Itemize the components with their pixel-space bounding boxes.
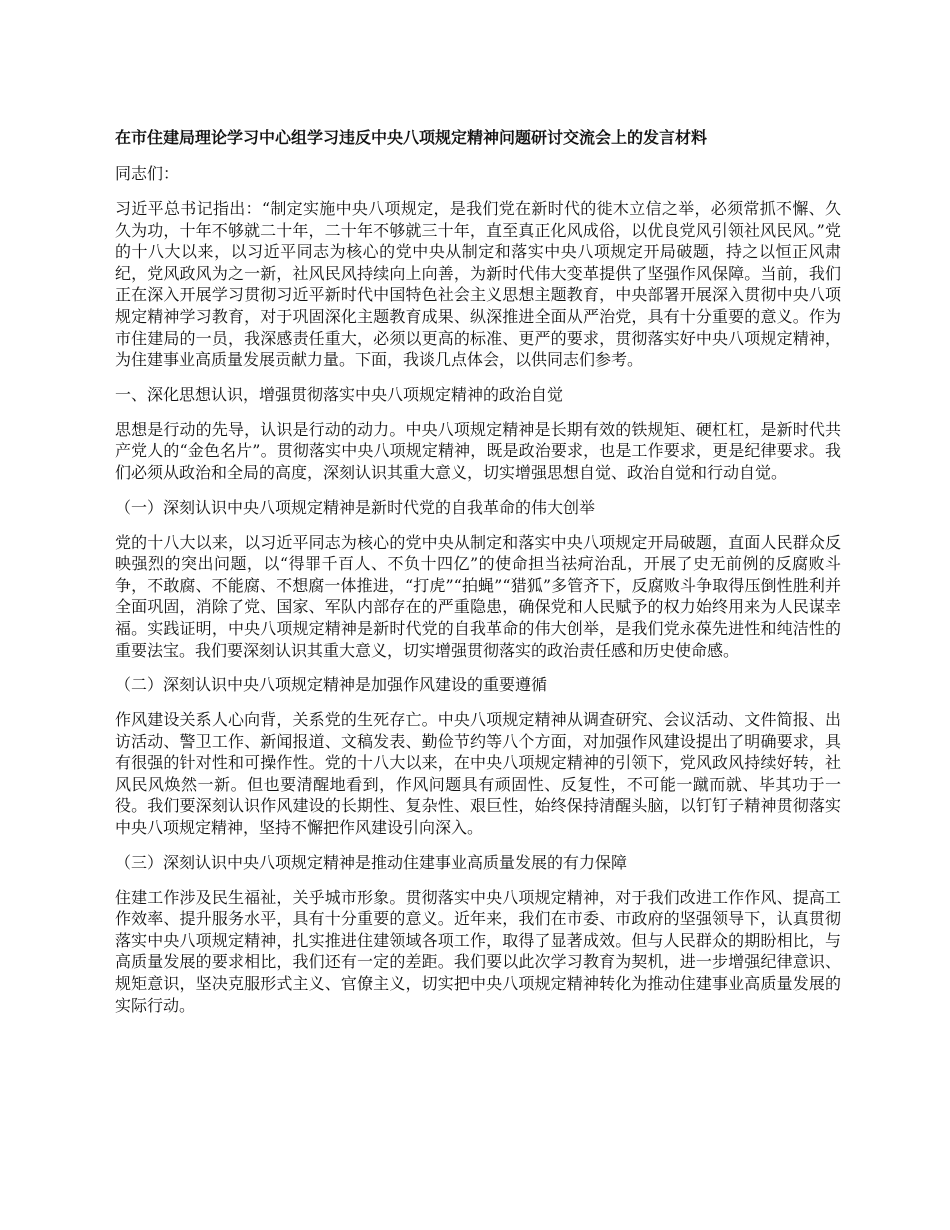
subsection-2-paragraph: 作风建设关系人心向背，关系党的生死存亡。中央八项规定精神从调查研究、会议活动、文件简报、出访活动、警卫工作、新闻报道、文稿发表、勤俭节约等八个方面，对加强作风建设提出了明确要求，具有很强的针对性和可操作性。党的十八大以来，在中央八项规定精神的引领下，党风政风持续好转，社风民风焕然一新。但也要清醒地看到，作风问题具有顽固性、反复性，不可能一蹴而就、毕其功于一役。我们要深刻认识作风建设的长期性、复杂性、艰巨性，始终保持清醒头脑，以钉钉子精神贯彻落实中央八项规定精神，坚持不懈把作风建设引向深入。 <box>115 710 841 838</box>
subsection-3-heading: （三）深刻认识中央八项规定精神是推动住建事业高质量发展的有力保障 <box>115 852 628 872</box>
subsection-1-paragraph: 党的十八大以来，以习近平同志为核心的党中央从制定和落实中央八项规定开局破题，直面人民群众反映强烈的突出问题，以“得罪千百人、不负十四亿”的使命担当祛疴治乱，开展了史无前例的反腐败斗争，不敢腐、不能腐、不想腐一体推进，“打虎”“拍蝇”“猎狐”多管齐下，反腐败斗争取得压倒性胜利并全面巩固，消除了党、国家、军队内部存在的严重隐患，确保党和人民赋予的权力始终用来为人民谋幸福。实践证明，中央八项规定精神是新时代党的自我革命的伟大创举，是我们党永葆先进性和纯洁性的重要法宝。我们要深刻认识其重大意义，切实增强贯彻落实的政治责任感和历史使命感。 <box>115 532 841 660</box>
document-title: 在市住建局理论学习中心组学习违反中央八项规定精神问题研讨交流会上的发言材料 <box>115 128 708 147</box>
document-page <box>115 126 841 1029</box>
subsection-1-heading: （一）深刻认识中央八项规定精神是新时代党的自我革命的伟大创举 <box>115 497 596 517</box>
intro-paragraph: 习近平总书记指出：“制定实施中央八项规定，是我们党在新时代的徙木立信之举，必须常抓不懈、久久为功，十年不够就二十年，二十年不够就三十年，直至真正化风成俗，以优良党风引领社风民风。”党的十八大以来，以习近平同志为核心的党中央从制定和落实中央八项规定开局破题，持之以恒正风肃纪，党风政风为之一新，社风民风持续向上向善，为新时代伟大变革提供了坚强作风保障。当前，我们正在深入开展学习贯彻习近平新时代中国特色社会主义思想主题教育，中央部署开展深入贯彻中央八项规定精神学习教育，对于巩固深化主题教育成果、纵深推进全面从严治党，具有十分重要的意义。作为市住建局的一员，我深感责任重大，必须以更高的标准、更严的要求，贯彻落实好中央八项规定精神，为住建事业高质量发展贡献力量。下面，我谈几点体会，以供同志们参考。 <box>115 199 841 370</box>
section-1-paragraph: 思想是行动的先导，认识是行动的动力。中央八项规定精神是长期有效的铁规矩、硬杠杠，是新时代共产党人的“金色名片”。贯彻落实中央八项规定精神，既是政治要求，也是工作要求，更是纪律要求。我们必须从政治和全局的高度，深刻认识其重大意义，切实增强思想自觉、政治自觉和行动自觉。 <box>115 419 841 482</box>
subsection-3-paragraph: 住建工作涉及民生福祉，关乎城市形象。贯彻落实中央八项规定精神，对于我们改进工作作风、提高工作效率、提升服务水平，具有十分重要的意义。近年来，我们在市委、市政府的坚强领导下，认真贯彻落实中央八项规定精神，扎实推进住建领域各项工作，取得了显著成效。但与人民群众的期盼相比，与高质量发展的要求相比，我们还有一定的差距。我们要以此次学习教育为契机，进一步增强纪律意识、规矩意识，坚决克服形式主义、官僚主义，切实把中央八项规定精神转化为推动住建事业高质量发展的实际行动。 <box>115 887 841 1015</box>
salutation: 同志们： <box>115 164 180 183</box>
subsection-2-heading: （二）深刻认识中央八项规定精神是加强作风建设的重要遵循 <box>115 675 548 695</box>
section-1-heading: 一、深化思想认识，增强贯彻落实中央八项规定精神的政治自觉 <box>115 384 564 404</box>
